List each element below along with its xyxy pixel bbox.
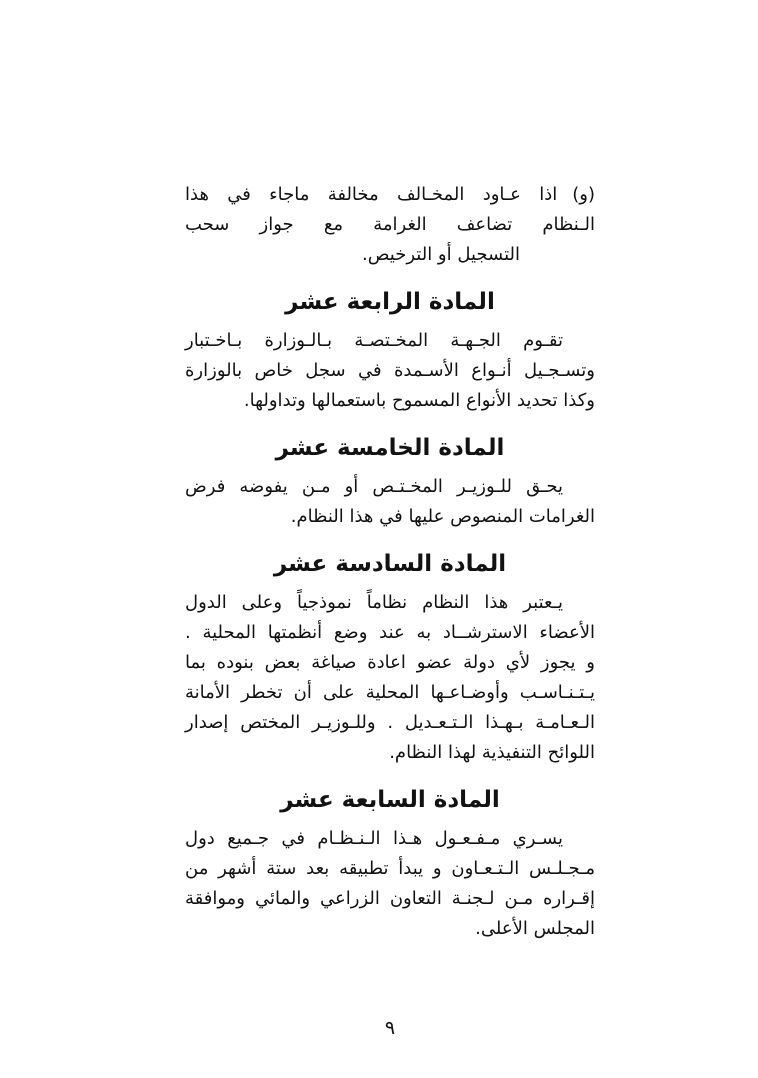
text-line: وكذا تحديد الأنواع المسموح باستعمالها وتداولها.: [243, 390, 595, 411]
article-title: المادة السابعة عشر: [280, 787, 500, 813]
text-line: الـعـامـة بـهـذا الـتـعـديل . وللـوزيـر المختص إصدار: [185, 712, 595, 733]
article-title: المادة الخامسة عشر: [275, 435, 505, 461]
article-title: المادة السادسة عشر: [273, 551, 507, 577]
text-line: اللوائح التنفيذية لهذا النظام.: [389, 742, 595, 763]
page-number: ٩: [384, 1017, 396, 1039]
text-line: [185, 180, 595, 210]
article-paragraph: [185, 588, 595, 768]
text-line: الـنظام تضاعف الغرامة مع جواز سحب: [185, 214, 595, 235]
clause-item: [185, 180, 595, 270]
text-line: الغرامات المنصوص عليها في هذا النظام.: [290, 506, 595, 527]
text-line: تقـوم الجـهـة المخـتصـة بـالـوزارة بـاخـتبار: [185, 330, 563, 351]
text-line: يـعتبر هذا النظام نظاماً نموذجياً وعلى الدول: [185, 592, 563, 613]
text-line: الأعضاء الاسترشــاد به عند وضع أنظمتها المحلية .: [185, 622, 595, 643]
text-line: التسجيل أو الترخيص.: [362, 244, 520, 265]
text-line: وتسـجـيل أنـواع الأسـمدة في سجل خاص بالوزارة: [185, 360, 595, 381]
article-title: المادة الرابعة عشر: [285, 289, 495, 315]
text-line: مـجـلـس الـتـعـاون و يبدأ تطبيقه بعد ستة أشهر من: [185, 858, 595, 879]
text-line: يحـق للـوزيـر المخـتـص أو مـن يفوضه فرض: [185, 476, 563, 497]
text-line: إقـراره مـن لـجنـة التعاون الزراعي والمائي وموافقة: [185, 888, 595, 909]
text-line: و يجوز لأي دولة عضو اعادة صياغة بعض بنوده بما: [185, 652, 595, 673]
article-paragraph: [185, 824, 595, 944]
article-paragraph: [185, 326, 595, 416]
article-paragraph: [185, 472, 595, 532]
text-line: يـتـنـاسـب وأوضـاعـها المحلية على أن تخطر الأمانة: [185, 682, 595, 703]
clause-text: اذا عـاود المخـالف مخالفة ماجاء في هذا: [185, 184, 558, 205]
text-line: يسـري مـفـعـول هـذا الـنـظـام في جـميع دول: [185, 828, 563, 849]
text-line: المجلس الأعلى.: [475, 918, 595, 939]
clause-marker: (و): [572, 184, 595, 205]
page-content: [185, 180, 595, 944]
